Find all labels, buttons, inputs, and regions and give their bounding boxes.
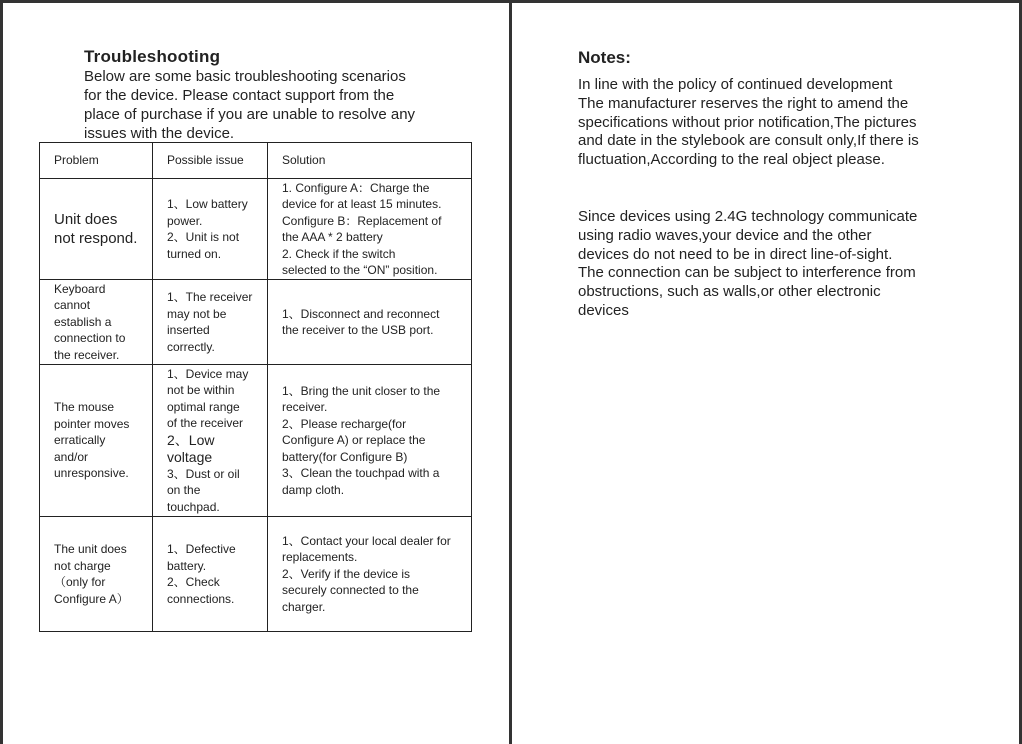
problem-cell: The mouse pointer moves erratically and/or unresponsive. <box>40 365 153 517</box>
header-solution: Solution <box>268 143 472 179</box>
problem-cell: Unit does not respond. <box>40 179 153 280</box>
solution-cell: 1、Disconnect and reconnect the receiver to the USB port. <box>268 280 472 365</box>
header-possible-issue: Possible issue <box>153 143 268 179</box>
issue-cell: 1、Low battery power. 2、Unit is not turned on. <box>153 179 268 280</box>
notes-paragraph-policy: In line with the policy of continued development The manufacturer reserves the right to amend the specifications without prior notification,The pictures and date in the stylebook are consult only,If there is fluctuation,According to the real object please. <box>578 76 919 169</box>
header-problem: Problem <box>40 143 153 179</box>
table-row <box>40 179 472 280</box>
solution-cell: 1、Contact your local dealer for replacements. 2、Verify if the device is securely connected to the charger. <box>268 517 472 632</box>
solution-cell: 1. Configure A：Charge the device for at least 15 minutes. Configure B：Replacement of the AAA * 2 battery 2. Check if the switch selected to the “ON” position. <box>268 179 472 280</box>
notes-paragraph-wireless: Since devices using 2.4G technology communicate using radio waves,your device and the other devices do not need to be in direct line-of-sight. The connection can be subject to interference from obstructions, such as walls,or other electronic devices <box>578 208 918 319</box>
right-page <box>513 0 1022 744</box>
problem-cell: The unit does not charge （only for Configure A） <box>40 517 153 632</box>
issue-cell: 1、Device may not be within optimal range of the receiver 2、Low voltage 3、Dust or oil on the touchpad. <box>153 365 268 517</box>
troubleshooting-table <box>39 142 472 632</box>
table-row <box>40 517 472 632</box>
table-row <box>40 280 472 365</box>
solution-cell: 1、Bring the unit closer to the receiver. 2、Please recharge(for Configure A) or replace the battery(for Configure B) 3、Clean the touchpad with a damp cloth. <box>268 365 472 517</box>
notes-title: Notes: <box>578 48 631 67</box>
troubleshooting-title: Troubleshooting <box>84 47 221 66</box>
table-row <box>40 365 472 517</box>
issue-cell: 1、The receiver may not be inserted correctly. <box>153 280 268 365</box>
issue-cell: 1、Defective battery. 2、Check connections. <box>153 517 268 632</box>
troubleshooting-intro: Below are some basic troubleshooting scenarios for the device. Please contact support from the place of purchase if you are unable to resolve any issues with the device. <box>84 68 416 142</box>
problem-cell: Keyboard cannot establish a connection to the receiver. <box>40 280 153 365</box>
table-header-row <box>40 143 472 179</box>
